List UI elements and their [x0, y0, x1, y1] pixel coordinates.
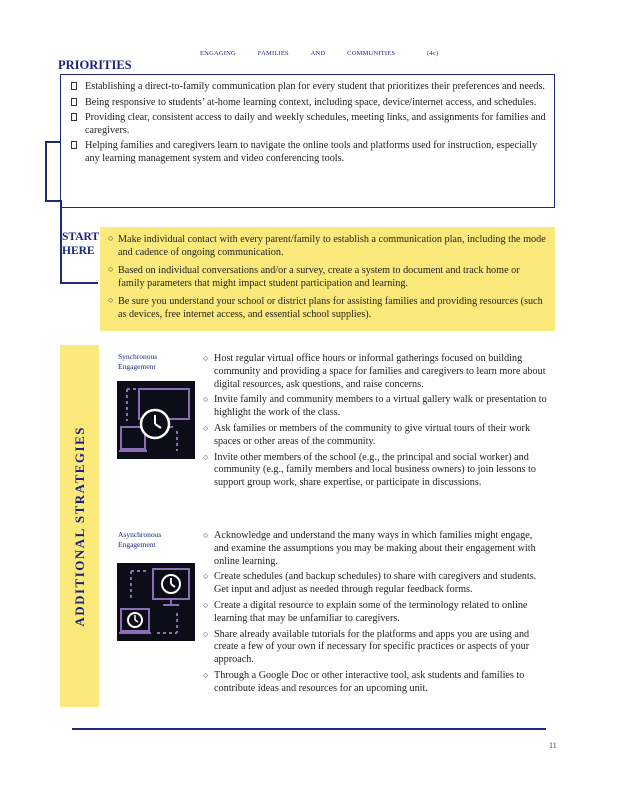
header-word: COMMUNITIES	[347, 50, 396, 57]
strategy-item: ○ Create a digital resource to explain some of the terminology related to online learning that may be unfamiliar to caregivers.	[203, 599, 528, 624]
strategy-item: ○ Through a Google Doc or other interactive tool, ask students and families to contribute ideas and resources for an upcoming unit.	[203, 669, 525, 694]
circle-bullet-icon: ○	[203, 628, 209, 639]
circle-bullet-icon: ○	[203, 422, 209, 433]
priorities-title: PRIORITIES	[58, 58, 132, 72]
synchronous-label: Synchronous Engagement	[118, 352, 158, 371]
header-word: AND	[310, 50, 326, 57]
asynchronous-label: Asynchronous Engagement	[118, 530, 162, 549]
strategy-item: ○ Ask families or members of the community to give virtual tours of their work spaces or other areas of the community.	[203, 422, 531, 447]
connector-line	[45, 141, 47, 201]
start-item: ○ Make individual contact with every parent/family to establish a communication plan, including the mode and cadence of ongoing communication.	[108, 233, 546, 258]
checkbox-bullet-icon	[71, 113, 77, 121]
header-word: (4c)	[427, 50, 439, 57]
checkbox-bullet-icon	[71, 98, 77, 106]
strategy-item: ○ Share already available tutorials for the platforms and apps you are using and create a few of your own if necessary for specific practices or aspects of your approach.	[203, 628, 530, 666]
start-here-box	[100, 227, 555, 331]
circle-bullet-icon: ○	[203, 669, 209, 680]
circle-bullet-icon: ○	[108, 295, 114, 305]
circle-bullet-icon: ○	[108, 233, 114, 243]
header-word: FAMILIES	[257, 50, 289, 57]
clock-monitors-icon	[117, 563, 195, 641]
header-word: ENGAGING	[200, 50, 236, 57]
strategy-item: ○ Acknowledge and understand the many ways in which families might engage, and examine the assumptions you may be making about their engagement with online learning.	[203, 530, 536, 567]
page-number: 11	[549, 741, 557, 750]
clock-monitor-icon	[117, 381, 195, 459]
footer-rule	[72, 728, 546, 730]
priority-item: Helping families and caregivers learn to navigate the online tools and platforms used for instruction, especially any learning management system and video conferencing tools.	[71, 140, 546, 165]
circle-bullet-icon: ○	[203, 599, 209, 610]
asynchronous-list	[203, 530, 548, 699]
strategies-title-wrap	[60, 345, 99, 707]
running-header	[200, 50, 458, 57]
strategy-item: ○ Create schedules (and backup schedules) to share with caregivers and students. Get input and adjust as needed through regular feedback forms.	[203, 571, 537, 596]
start-item: ○ Based on individual conversations and/or a survey, create a system to document and track home or family parameters that might impact student participation and learning.	[108, 264, 520, 289]
connector-line	[45, 200, 60, 202]
priority-item: Being responsive to students’ at-home learning context, including space, device/internet access, and schedules.	[71, 97, 546, 110]
circle-bullet-icon: ○	[108, 264, 114, 274]
circle-bullet-icon: ○	[203, 394, 209, 405]
checkbox-bullet-icon	[71, 141, 77, 149]
strategy-item: ○ Invite other members of the school (e.g., the principal and social worker) and community (e.g., family members and local business owners) to join lessons to support group work, share expertise, or participate in discussions.	[203, 451, 536, 489]
priorities-box	[60, 74, 555, 208]
priority-item: Providing clear, consistent access to daily and weekly schedules, meeting links, and assignments for families and caregivers.	[71, 112, 546, 137]
strategies-title: ADDITIONAL STRATEGIES	[71, 425, 87, 627]
strategy-item: ○ Invite family and community members to a virtual gallery walk or presentation to highlight the work of the class.	[203, 394, 547, 419]
synchronous-list	[203, 353, 548, 493]
circle-bullet-icon: ○	[203, 571, 209, 582]
connector-line	[45, 141, 60, 143]
start-item: ○ Be sure you understand your school or district plans for assisting families and providing resources (such as devices, free internet access, and essential school supplies).	[108, 295, 543, 320]
strategy-item: ○ Host regular virtual office hours or informal gatherings focused on building community and providing a space for families and caregivers to learn more about digital resources, ask questions, and raise concerns.	[203, 353, 546, 390]
circle-bullet-icon: ○	[203, 451, 209, 462]
checkbox-bullet-icon	[71, 82, 77, 90]
start-bracket-line	[60, 282, 98, 284]
circle-bullet-icon: ○	[203, 353, 209, 363]
circle-bullet-icon: ○	[203, 530, 209, 540]
priority-item: Establishing a direct-to-family communication plan for every student that prioritizes their preferences and needs.	[71, 81, 546, 94]
start-here-title: START HERE	[62, 231, 100, 257]
